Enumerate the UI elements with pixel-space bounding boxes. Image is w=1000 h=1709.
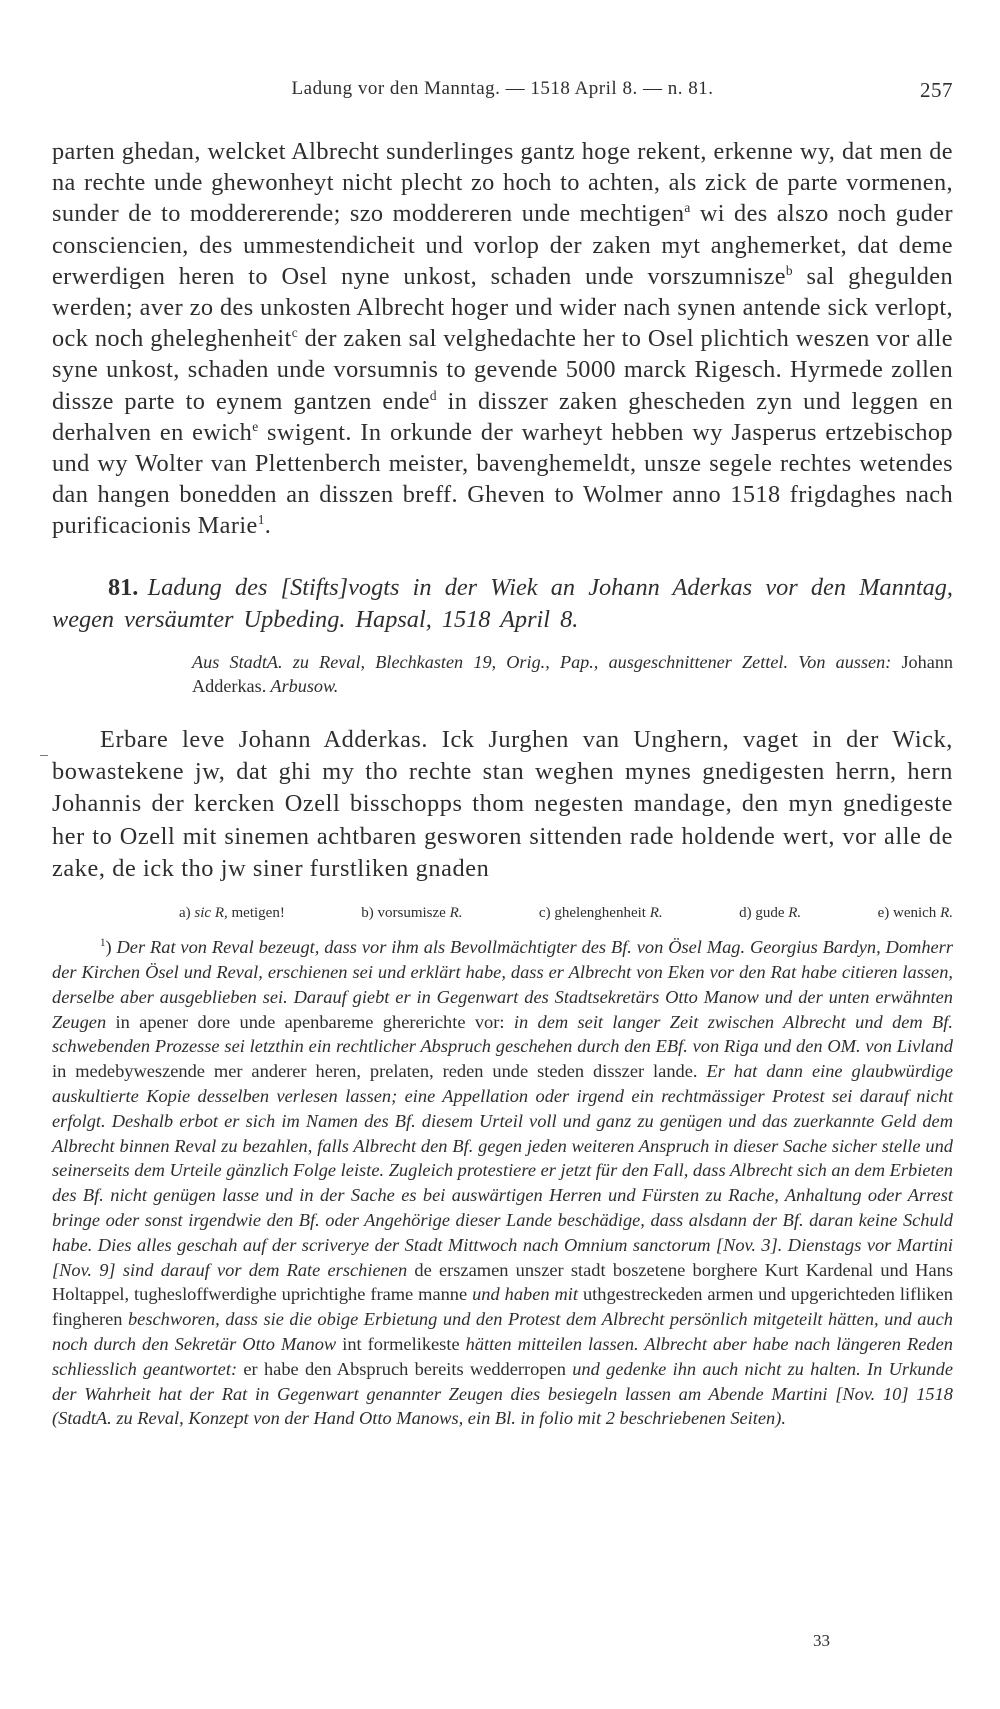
footnote-quote: int formelikeste <box>342 1334 460 1354</box>
variant-item <box>739 903 801 923</box>
variant-reading: gude <box>755 905 785 922</box>
source-editor: Arbusow. <box>270 675 339 696</box>
continuation-segment: in disszer zaken ghescheden zyn und leggen en derhalven en ewich <box>52 387 953 446</box>
variant-mark: b <box>785 262 793 278</box>
document-heading <box>52 572 953 636</box>
footnote-quote: in medebyweszende mer anderer heren, prelaten, reden unde steden disszer lande. <box>52 1061 698 1082</box>
margin-mark <box>40 755 48 756</box>
variant-item <box>539 903 663 923</box>
variant-sigil: R. <box>649 905 663 922</box>
continuation-segment: der zaken sal velghedachte her to Osel plichtich weszen vor alle syne unkost, schaden unde vorsumnis to gevende 5000 marck Rigesch. Hyrmede zollen dissze parte to eynem gantzen ende <box>52 325 953 415</box>
footnote-quote: uthgestreckeden armen und upgerichteden lifliken fingheren <box>52 1284 953 1330</box>
variant-reading: ghelenghenheit <box>554 905 646 922</box>
source-note <box>192 650 953 698</box>
variant-item <box>878 903 953 923</box>
variant-item <box>361 903 462 923</box>
footnote-quote: er habe den Abspruch bereits wedderropen <box>243 1358 566 1379</box>
document-number: 81. <box>108 573 139 601</box>
continuation-segment: parten ghedan, welcket Albrecht sunderlinges gantz hoge rekent, erkenne wy, dat men de na rechte unde ghewonheyt nicht plecht zo hoch to achten, als zick de parte vormenen, sunder de to moddererende; szo moddereren unde mechtigen <box>52 138 953 228</box>
variant-mark: e <box>252 418 259 434</box>
variant-apparatus <box>52 903 953 923</box>
footnote-segment: und gedenke ihn auch nicht zu halten. In Urkunde der Wahrheit hat der Rat in Gegenwart genannter Zeugen dies besiegeln lassen am Abende Martini [Nov. 10] 1518 (StadtA. zu Reval, Konzept von der Hand Otto Manows, ein Bl. in folio mit 2 beschriebenen Seiten). <box>52 1358 953 1429</box>
variant-mark: c <box>291 325 299 341</box>
variant-tail: metigen! <box>231 905 285 922</box>
variant-reading: vorsumisze <box>377 905 446 922</box>
variant-item <box>179 903 285 923</box>
variant-label: b) <box>361 905 374 922</box>
continuation-segment: . <box>264 512 272 540</box>
footnote-quote: in apener dore unde apenbareme ghererichte vor: <box>115 1011 505 1032</box>
footnote: $^1$) Der Rat von Reval bezeugt, dass vor ihm als Bevollmächtigter des Bf. von Ösel Mag. Georgius Bardyn, Domherr der Kirchen Ösel und Reval, erschienen sei und erklärt habe, dass er Albrecht von Eken vor den Rat habe citieren lassen, derselbe aber ausgeblieben sei. Darauf giebt er in Gegenwart des Stadtsekretärs Otto Manow und der unten erwähnten Zeugen in apener dore unde apenbareme ghererichte vor: in dem seit langer Zeit zwischen Albrecht und dem Bf. schwebenden Prozesse sei letzthin ein rechtlicher Abspruch geschehen durch den EBf. von Riga und den OM. von Livland in medebyweszende mer anderer heren, prelaten, reden unde steden disszer lande. Er hat dann eine glaubwürdige auskultierte Kopie desselben verlesen lassen; eine Appellation oder irgend ein rechtmässiger Protest sei darauf nicht erfolgt. Deshalb erbot er sich im Namen des Bf. diesem Urteil voll und ganz zu genügen und das zuerkannte Geld dem Albrecht binnen Reval zu bezahlen, falls Albrecht den Bf. gegen jeden weiteren Anspruch in dieser Sache sicher stelle und seinerseits dem Urteile gänzlich Folge leiste. Zugleich protestiere er jetzt für den Fall, dass Albrecht sich an dem Erbieten des Bf. nicht genügen lasse und in der Sache es bei auswärtigen Herren und Fürsten zu Rache, Anhaltung oder Arrest bringe oder sonst irgendwie den Bf. oder Angehörige dieser Lande beschädige, dass alsdann der Bf. daran keine Schuld habe. Dies alles geschah auf der scriverye der Stadt Mittwoch nach Omnium sanctorum [Nov. 3]. Dienstags vor Martini [Nov. 9] sind darauf vor dem Rate erschienen de erszamen unszer stadt boszetene borghere Kurt Kardenal und Hans Holtappel, tughesloffwerdighe uprichtighe frame manne und haben mit uthgestreckeden armen und upgerichteden lifliken fingheren beschworen, dass sie die obige Erbietung und den Protest dem Albrecht persönlich mitgeteilt hätten, und auch noch durch den Sekretär Otto Manow int formelikeste hätten mitteilen lassen. Albrecht aber habe nach längeren Reden schliesslich geantwortet: er habe den Abspruch bereits wedderropen und gedenke ihn auch nicht zu halten. In Urkunde der Wahrheit hat der Rat in Gegenwart genannter Zeugen dies besiegeln lassen am Abende Martini [Nov. 10] 1518 (StadtA. zu Reval, Konzept von der Hand Otto Manows, ein Bl. in folio mit 2 beschriebenen Seiten). <box>52 937 954 1429</box>
footnote-segment: und haben mit <box>472 1284 579 1305</box>
running-head-title: Ladung vor den Manntag. — 1518 April 8. — n. 81. <box>291 78 714 99</box>
continuation-segment: wi des alszo noch guder consciencien, des ummestendicheit und vorlop der zaken myt anghemerket, dat deme erwerdigen heren to Osel nyne unkost, schaden unde vorszumnisze <box>52 200 953 290</box>
variant-label: d) <box>739 905 752 922</box>
page-number: 257 <box>920 78 953 102</box>
continuation-text <box>52 136 953 542</box>
variant-reading: wenich <box>892 905 937 922</box>
footnote-quote: de erszamen unszer stadt boszetene borghere Kurt Kardenal und Hans Holtappel, tughesloffwerdighe uprichtighe frame manne <box>52 1259 953 1305</box>
continuation-segment: swigent. In orkunde der warheyt hebben wy Jasperus ertzebischop und wy Wolter van Plettenberch meister, bavenghemeldt, unsze segele rechtes wetendes dan hangen bonedden an disszen breff. Gheven to Wolmer anno 1518 frigdaghes nach purificacionis Marie <box>52 418 953 540</box>
footnote-segment: beschworen, dass sie die obige Erbietung und den Protest dem Albrecht persönlich mitgeteilt hätten, und auch noch durch den Sekretär Otto Manow <box>52 1309 953 1354</box>
variant-mark: a <box>684 200 691 216</box>
footnote-mark: 1 <box>257 512 265 528</box>
continuation-segment: sal ghegulden werden; aver zo des unkosten Albrecht hoger und wider nach synen antende sick verlopt, ock noch gheleghenheit <box>52 262 953 353</box>
variant-sigil: R, <box>214 905 228 922</box>
running-head <box>52 78 953 108</box>
variant-label: c) <box>538 905 551 922</box>
signature-mark: 33 <box>813 1631 830 1650</box>
variant-reading: sic <box>194 905 212 922</box>
footnote-marker: 1 <box>100 937 106 950</box>
variant-label: e) <box>877 905 890 922</box>
variant-sigil: R. <box>449 905 463 922</box>
variant-sigil: R. <box>940 905 953 922</box>
document-title: Ladung des [Stifts]vogts in der Wiek an Johann Aderkas vor den Manntag, wegen versäumter Upbeding. Hapsal, 1518 April 8. <box>52 573 953 633</box>
footnote-segment: Der Rat von Reval bezeugt, dass vor ihm als Bevollmächtigter des Bf. von Ösel Mag. Georgius Bardyn, Domherr der Kirchen Ösel und Reval, erschienen sei und erklärt habe, dass er Albrecht von Eken vor den Rat habe citieren lassen, derselbe aber ausgeblieben sei. Darauf giebt er in Gegenwart des Stadtsekretärs Otto Manow und der unten erwähnten Zeugen <box>52 937 953 1032</box>
document-text: Erbare leve Johann Adderkas. Ick Jurghen van Unghern, vaget in der Wick, bowastekene jw, dat ghi my tho rechte stan weghen mynes gnedigesten herrn, hern Johannis der kercken Ozell bisschopps thom negesten mandage, den myn gnedigeste her to Ozell mit sinemen achtbaren gesworen sittenden rade holdende wert, vor alle de zake, de ick tho jw siner furstliken gnaden <box>52 725 953 882</box>
footnote-segment: Er hat dann eine glaubwürdige auskultierte Kopie desselben verlesen lassen; eine Appellation oder irgend ein rechtmässiger Protest sei darauf nicht erfolgt. Deshalb erbot er sich im Namen des Bf. diesem Urteil voll und ganz zu genügen und das zuerkannte Geld dem Albrecht binnen Reval zu bezahlen, falls Albrecht den Bf. gegen jeden weiteren Anspruch in dieser Sache sicher stelle und seinerseits dem Urteile gänzlich Folge leiste. Zugleich protestiere er jetzt für den Fall, dass Albrecht sich an dem Erbieten des Bf. nicht genügen lasse und in der Sache es bei auswärtigen Herren und Fürsten zu Rache, Anhaltung oder Arrest bringe oder sonst irgendwie den Bf. oder Angehörige dieser Lande beschädige, dass alsdann der Bf. daran keine Schuld habe. Dies alles geschah auf der scriverye der Stadt Mittwoch nach Omnium sanctorum [Nov. 3]. Dienstags vor Martini [Nov. 9] sind darauf vor dem Rate erschienen <box>52 1061 954 1280</box>
variant-mark: d <box>429 387 437 403</box>
variant-sigil: R. <box>788 905 802 922</box>
source-line: Aus StadtA. zu Reval, Blechkasten 19, Orig., Pap., ausgeschnittener Zettel. Von aussen: <box>192 651 892 672</box>
source-address: Johann Adderkas. <box>192 651 954 696</box>
footnote-segment: in dem seit langer Zeit zwischen Albrecht und dem Bf. schwebenden Prozesse sei letzthin ein rechtlicher Abspruch geschehen durch den EBf. von Riga und den OM. von Livland <box>52 1011 953 1057</box>
variant-label: a) <box>179 905 191 922</box>
footnote-segment: hätten mitteilen lassen. Albrecht aber habe nach längeren Reden schliesslich geantwortet: <box>52 1334 953 1379</box>
page <box>52 78 953 1431</box>
